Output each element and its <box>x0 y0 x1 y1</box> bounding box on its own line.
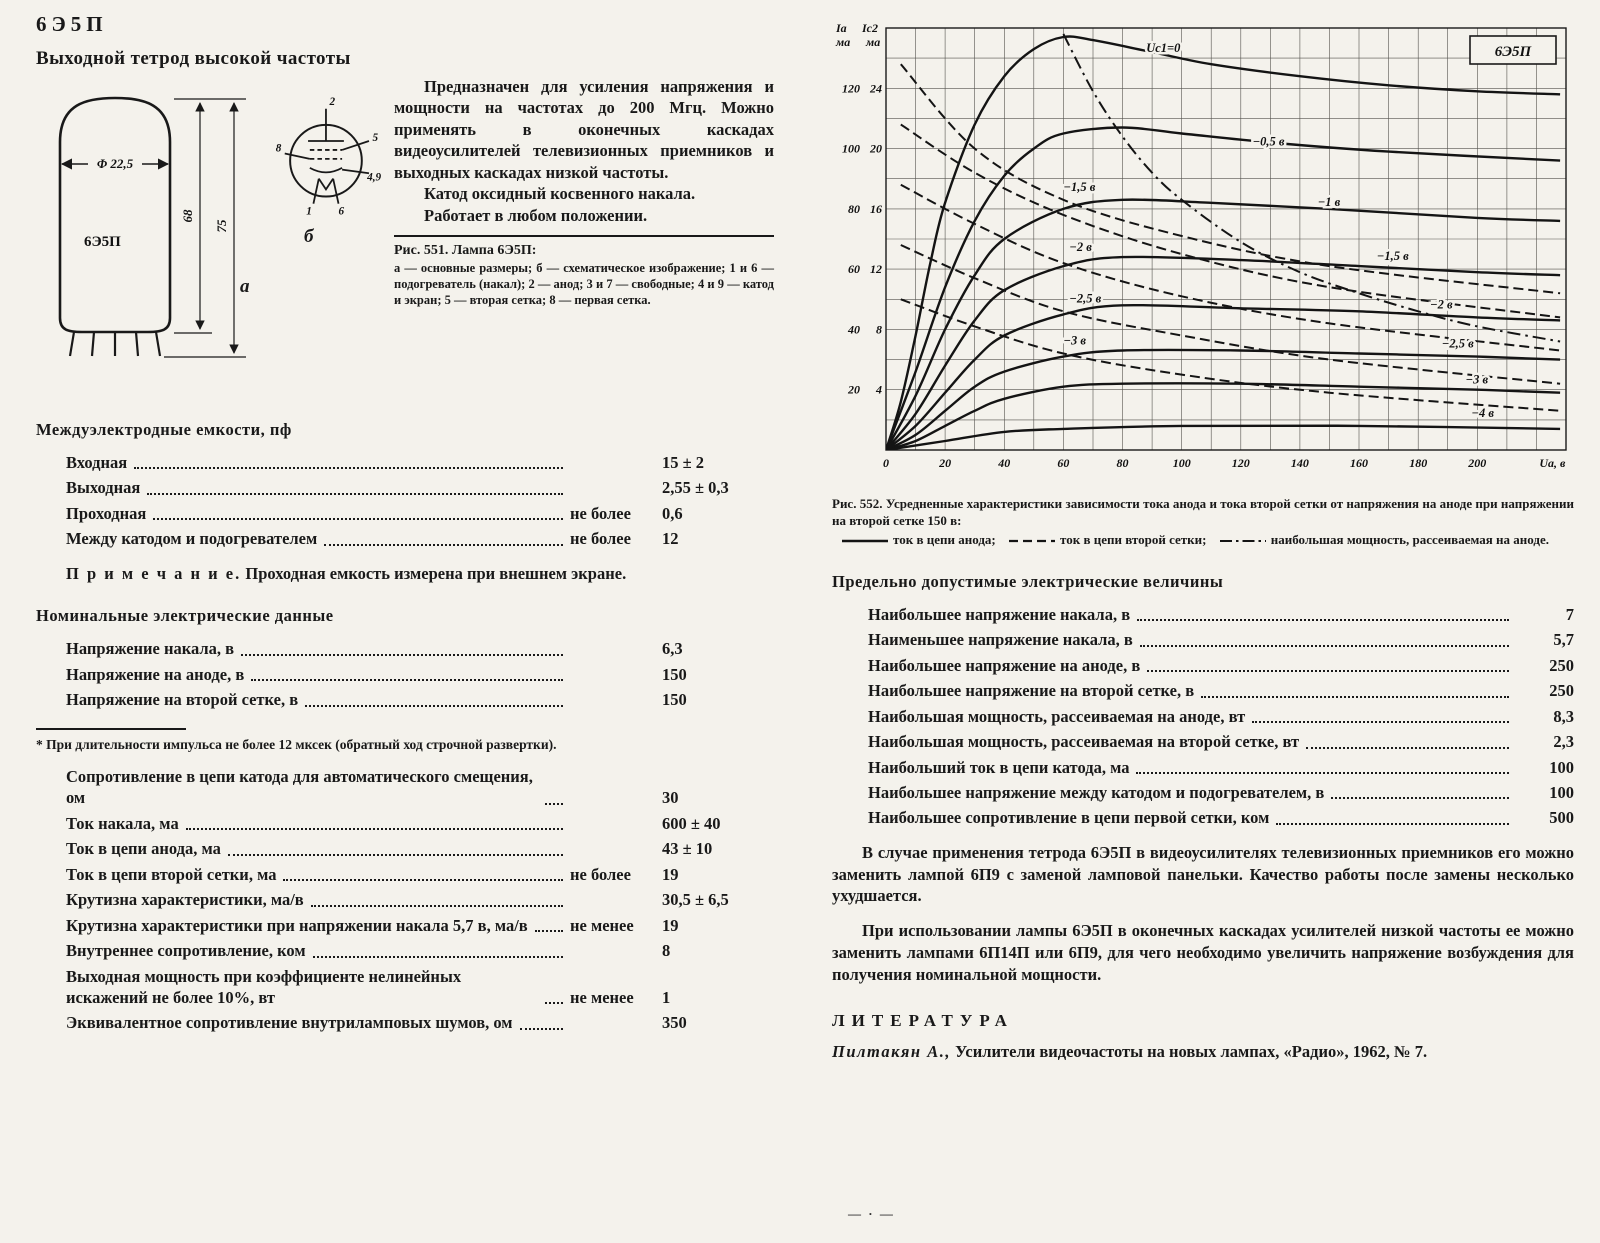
curve-label: −1,5 в <box>1063 179 1096 194</box>
dashed-line-sample <box>1009 536 1055 546</box>
pin-label: 8 <box>275 142 282 155</box>
row-value: 0,6 <box>662 503 683 523</box>
solid-line-sample <box>842 536 888 546</box>
chart-curve <box>886 128 1560 451</box>
svg-text:Uа, в: Uа, в <box>1539 456 1566 470</box>
dot-leader <box>241 654 563 656</box>
table-row <box>66 452 774 473</box>
diameter-dimension <box>62 156 168 171</box>
footnote-rule <box>36 728 186 730</box>
dot-leader <box>147 493 563 495</box>
row-label: Ток накала, ма <box>66 813 179 833</box>
tube-name: 6Э5П <box>36 12 108 36</box>
curve-label: −0,5 в <box>1252 134 1285 149</box>
limits-table <box>868 604 1574 829</box>
table-row <box>66 838 774 859</box>
row-value: 12 <box>662 529 679 549</box>
svg-text:60: 60 <box>848 262 860 277</box>
figure-551 <box>36 76 774 398</box>
row-label: Наибольшее напряжение на аноде, в <box>868 655 1141 675</box>
right-column <box>832 16 1574 1063</box>
row-value: 2,3 <box>1553 732 1574 752</box>
section-limits-heading: Предельно допустимые электрические величины <box>832 571 1224 591</box>
table-row <box>66 940 774 961</box>
curve-label: −4 в <box>1471 405 1494 420</box>
row-label: Входная <box>66 453 128 472</box>
legend-item-anode-current <box>832 532 996 547</box>
row-label: Наибольшее напряжение на второй сетке, в <box>868 681 1195 701</box>
row-value: 1 <box>662 987 671 1007</box>
svg-text:60: 60 <box>1057 456 1070 470</box>
curve-label: −2 в <box>1069 240 1092 255</box>
literature-heading: ЛИТЕРАТУРА <box>832 1011 1014 1031</box>
row-label: Выходная <box>66 478 141 498</box>
dot-leader <box>1306 747 1509 749</box>
figure-552-caption <box>832 496 1574 530</box>
curve-label: −2,5 в <box>1441 336 1474 351</box>
row-value: 30,5 ± 6,5 <box>662 890 729 910</box>
table-row <box>868 731 1574 752</box>
dashdot-line-sample <box>1220 536 1266 546</box>
row-label: Наибольшее сопротивление в цепи первой сетки, ком <box>868 808 1270 828</box>
left-column <box>36 12 774 1038</box>
dot-leader <box>545 1002 563 1004</box>
chart-curve <box>886 200 1560 450</box>
section-nominal-heading: Номинальные электрические данные <box>36 606 334 626</box>
row-value: 150 <box>662 664 687 684</box>
row-value: 5,7 <box>1553 630 1574 650</box>
svg-text:4: 4 <box>876 382 882 397</box>
row-qualifier: не менее <box>570 915 634 935</box>
row-label: Наибольшее напряжение между катодом и подогревателем, в <box>868 782 1325 802</box>
page-title: Выходной тетрод высокой частоты <box>36 48 351 69</box>
dot-leader <box>1276 823 1509 825</box>
chart-badge <box>1470 36 1556 64</box>
diameter-label: Φ 22,5 <box>96 156 134 171</box>
row-value: 30 <box>662 788 679 808</box>
legend-label: ток в цепи второй сетки; <box>1060 531 1207 547</box>
svg-text:40: 40 <box>998 456 1011 470</box>
row-value: 15 ± 2 <box>662 453 705 472</box>
figure-551-caption-title: Рис. 551. Лампа 6Э5П: <box>394 243 537 259</box>
row-label: Внутреннее сопротивление, ком <box>66 941 306 961</box>
section-capacitances-heading: Междуэлектродные емкости, пф <box>36 420 292 439</box>
description-paragraph: Предназначен для усиления напряжения и мощности на частотах до 200 Мгц. Можно применять в оконечных каскадах видеоусилителей телевизионных приемников и выходных каскадах низкой частоты. <box>394 77 774 182</box>
dot-leader <box>1252 721 1509 723</box>
svg-text:8: 8 <box>876 322 882 337</box>
table-row <box>66 1012 774 1033</box>
curve-label: −2,5 в <box>1069 291 1102 306</box>
literature-entry <box>832 1041 1574 1062</box>
table-row <box>66 766 774 809</box>
chart-curves <box>886 34 1560 450</box>
svg-text:100: 100 <box>842 141 860 156</box>
figure-551-artwork <box>36 76 384 398</box>
legend-label: ток в цепи анода; <box>893 531 996 547</box>
table-row <box>868 680 1574 701</box>
pin-label: 5 <box>372 131 379 144</box>
figure-552-caption-text: Рис. 552. Усредненные характеристики зависимости тока анода и тока второй сетки от напряжения на аноде при напряжении на второй сетке 150 в: <box>832 496 1574 528</box>
row-label: Выходная мощность при коэффициенте нелинейных искажений не более 10%, вт <box>66 966 462 1007</box>
svg-text:6Э5П: 6Э5П <box>1494 44 1532 60</box>
dot-leader <box>535 930 563 932</box>
row-value: 250 <box>1549 655 1574 675</box>
dot-leader <box>1140 645 1509 647</box>
figure-551-caption-body: а — основные размеры; б — схематическое изображение; 1 и 6 — подогреватель (накал); 2 — анод; 3 и 7 — свободные; 4 и 9 — катод и экран; 5 — вторая сетка; 8 — первая сетка. <box>394 261 774 307</box>
table-row <box>868 629 1574 650</box>
chart-curve <box>886 36 1560 450</box>
dot-leader <box>134 467 563 469</box>
row-label: Наибольшее напряжение накала, в <box>868 604 1131 624</box>
dot-leader <box>313 956 563 958</box>
row-label: Наибольшая мощность, рассеиваемая на второй сетке, вт <box>868 732 1300 752</box>
row-label: Ток в цепи второй сетки, ма <box>66 864 277 884</box>
row-value: 100 <box>1549 782 1574 802</box>
dot-leader <box>1201 696 1509 698</box>
row-value: 2,55 ± 0,3 <box>662 478 729 498</box>
svg-text:120: 120 <box>842 81 860 96</box>
table-row <box>66 966 774 1009</box>
svg-text:Iа: Iа <box>836 21 847 35</box>
row-value: 8 <box>662 941 671 961</box>
table-row <box>66 638 774 659</box>
dot-leader <box>520 1028 563 1030</box>
row-qualifier: не более <box>570 864 631 884</box>
curve-label: −3 в <box>1063 333 1086 348</box>
row-value: 100 <box>1549 757 1574 777</box>
table-row <box>66 915 774 936</box>
substitution-paragraph-2: При использовании лампы 6Э5П в оконечных каскадах усилителей низкой частоты ее можно заменить лампами 6П14П или 6П9, для чего необходимо увеличить напряжение возбуждения для получения номинальной мощности. <box>832 921 1574 984</box>
table-row <box>66 689 774 710</box>
table-row <box>66 813 774 834</box>
figure-552-legend <box>832 530 1574 550</box>
row-value: 350 <box>662 1013 687 1033</box>
row-label: Крутизна характеристики при напряжении накала 5,7 в, ма/в <box>66 915 528 935</box>
chart-curve <box>886 257 1560 450</box>
table-row <box>66 477 774 498</box>
row-label: Напряжение на аноде, в <box>66 664 245 684</box>
dot-leader <box>1137 619 1509 621</box>
scan-artifact: — · — <box>848 1206 895 1221</box>
dot-leader <box>251 679 563 681</box>
chart-curve <box>1063 34 1560 342</box>
svg-text:40: 40 <box>848 322 860 337</box>
table-row <box>868 782 1574 803</box>
nominal-table <box>66 638 774 710</box>
tube-body-outline <box>60 98 170 332</box>
row-label: Сопротивление в цепи катода для автоматического смещения, ом <box>66 767 533 808</box>
svg-text:20: 20 <box>939 456 952 470</box>
dot-leader <box>283 879 563 881</box>
table-row <box>868 706 1574 727</box>
table-row <box>868 655 1574 676</box>
chart-curve <box>901 245 1560 384</box>
table-row <box>66 889 774 910</box>
capacitances-table <box>66 452 774 550</box>
row-label: Ток в цепи анода, ма <box>66 839 221 859</box>
row-label: Проходная <box>66 503 147 523</box>
table-row <box>66 528 774 549</box>
curve-labels <box>1063 41 1494 420</box>
row-label: Наименьшее напряжение накала, в <box>868 630 1133 650</box>
svg-text:12: 12 <box>870 262 882 277</box>
table-row <box>66 864 774 885</box>
row-value: 600 ± 40 <box>662 813 721 833</box>
curve-label: −1 в <box>1317 194 1341 209</box>
curve-label: −2 в <box>1430 297 1453 312</box>
row-label: Эквивалентное сопротивление внутриламповых шумов, ом <box>66 1013 513 1033</box>
capacitances-note <box>36 563 774 584</box>
row-label: Между катодом и подогревателем <box>66 529 318 549</box>
height-full-label: 75 <box>214 219 229 233</box>
note-text: Проходная емкость измерена при внешнем экране. <box>245 563 627 583</box>
dot-leader <box>311 905 563 907</box>
row-label: Крутизна характеристики, ма/в <box>66 890 304 910</box>
characteristics-chart <box>832 16 1574 486</box>
description-paragraph: Работает в любом положении. <box>424 205 648 225</box>
dot-leader <box>153 518 563 520</box>
row-value: 500 <box>1549 808 1574 828</box>
dot-leader <box>1136 772 1509 774</box>
svg-text:160: 160 <box>1350 456 1368 470</box>
row-value: 7 <box>1565 604 1574 624</box>
svg-text:180: 180 <box>1409 456 1428 470</box>
description-block <box>394 76 774 398</box>
chart-curve <box>886 426 1560 450</box>
row-label: Напряжение на второй сетке, в <box>66 690 299 710</box>
dot-leader <box>324 544 563 546</box>
svg-text:Iс2: Iс2 <box>862 21 878 35</box>
electrode-symbols <box>285 109 369 204</box>
height-dimensions <box>164 99 246 357</box>
svg-text:120: 120 <box>1231 456 1250 470</box>
row-value: 6,3 <box>662 639 683 659</box>
svg-text:140: 140 <box>1290 456 1309 470</box>
svg-text:24: 24 <box>870 81 882 96</box>
row-qualifier: не более <box>570 503 631 523</box>
row-value: 250 <box>1549 681 1574 701</box>
dot-leader <box>305 705 563 707</box>
table-row <box>66 664 774 685</box>
substitution-paragraph-1: В случае применения тетрода 6Э5П в видеоусилителях телевизионных приемников его можно заменить лампой 6П9 с заменой ламповой панельки. Качество работы после замены несколько ухудшается. <box>832 842 1574 906</box>
table-row <box>66 503 774 524</box>
figure-letter-a: а <box>240 276 250 297</box>
svg-text:ма: ма <box>836 35 851 49</box>
pin-label: 4,9 <box>367 171 382 184</box>
dot-leader <box>1331 797 1509 799</box>
table-row <box>868 757 1574 778</box>
svg-text:20: 20 <box>870 141 882 156</box>
height-body-label: 68 <box>180 209 195 223</box>
figure-letter-b: б <box>304 226 314 247</box>
figure-551-caption <box>394 235 774 309</box>
row-value: 43 ± 10 <box>662 839 713 859</box>
tube-pins <box>70 332 160 356</box>
parameters-table <box>66 766 774 1034</box>
table-row <box>868 807 1574 828</box>
dot-leader <box>228 854 563 856</box>
row-value: 19 <box>662 864 679 884</box>
row-label: Наибольшая мощность, рассеиваемая на аноде, вт <box>868 706 1246 726</box>
curve-label: −3 в <box>1465 372 1489 387</box>
curve-label: Uс1=0 <box>1146 41 1181 56</box>
tube-pinout-diagram <box>274 94 386 231</box>
description-paragraph: Катод оксидный косвенного накала. <box>424 184 696 204</box>
dot-leader <box>186 828 563 830</box>
svg-text:100: 100 <box>1172 456 1191 470</box>
row-label: Напряжение накала, в <box>66 639 235 659</box>
svg-text:0: 0 <box>883 456 889 470</box>
tube-dimension-drawing <box>36 76 271 398</box>
svg-text:16: 16 <box>870 201 882 216</box>
literature-author: Пилтакян А., <box>832 1042 951 1062</box>
pin-label: 1 <box>306 205 312 218</box>
dot-leader <box>545 803 563 805</box>
pin-label: 6 <box>338 205 345 218</box>
tube-type-label: 6Э5П <box>84 234 121 250</box>
pin-label: 2 <box>329 96 336 109</box>
curve-label: −1,5 в <box>1376 249 1409 264</box>
svg-text:ма: ма <box>866 35 881 49</box>
svg-text:80: 80 <box>848 201 860 216</box>
dot-leader <box>1147 670 1509 672</box>
legend-label: наибольшая мощность, рассеиваемая на аноде. <box>1270 531 1549 547</box>
row-value: 150 <box>662 690 687 710</box>
row-label: Наибольший ток в цепи катода, ма <box>868 757 1130 777</box>
svg-text:80: 80 <box>1116 456 1129 470</box>
note-label: П р и м е ч а н и е. <box>66 563 242 583</box>
table-row <box>868 604 1574 625</box>
svg-text:20: 20 <box>848 382 860 397</box>
chart-curve <box>886 383 1560 450</box>
row-value: 19 <box>662 915 679 935</box>
row-value: 8,3 <box>1553 706 1574 726</box>
row-qualifier: не менее <box>570 987 634 1007</box>
literature-reference: Усилители видеочастоты на новых лампах, «Радио», 1962, № 7. <box>955 1042 1428 1062</box>
legend-item-screen-current <box>999 532 1207 547</box>
legend-item-max-power <box>1210 532 1549 547</box>
svg-text:200: 200 <box>1468 456 1487 470</box>
row-qualifier: не более <box>570 529 631 549</box>
footnote: * При длительности импульса не более 12 мксек (обратный ход строчной развертки). <box>36 736 557 752</box>
